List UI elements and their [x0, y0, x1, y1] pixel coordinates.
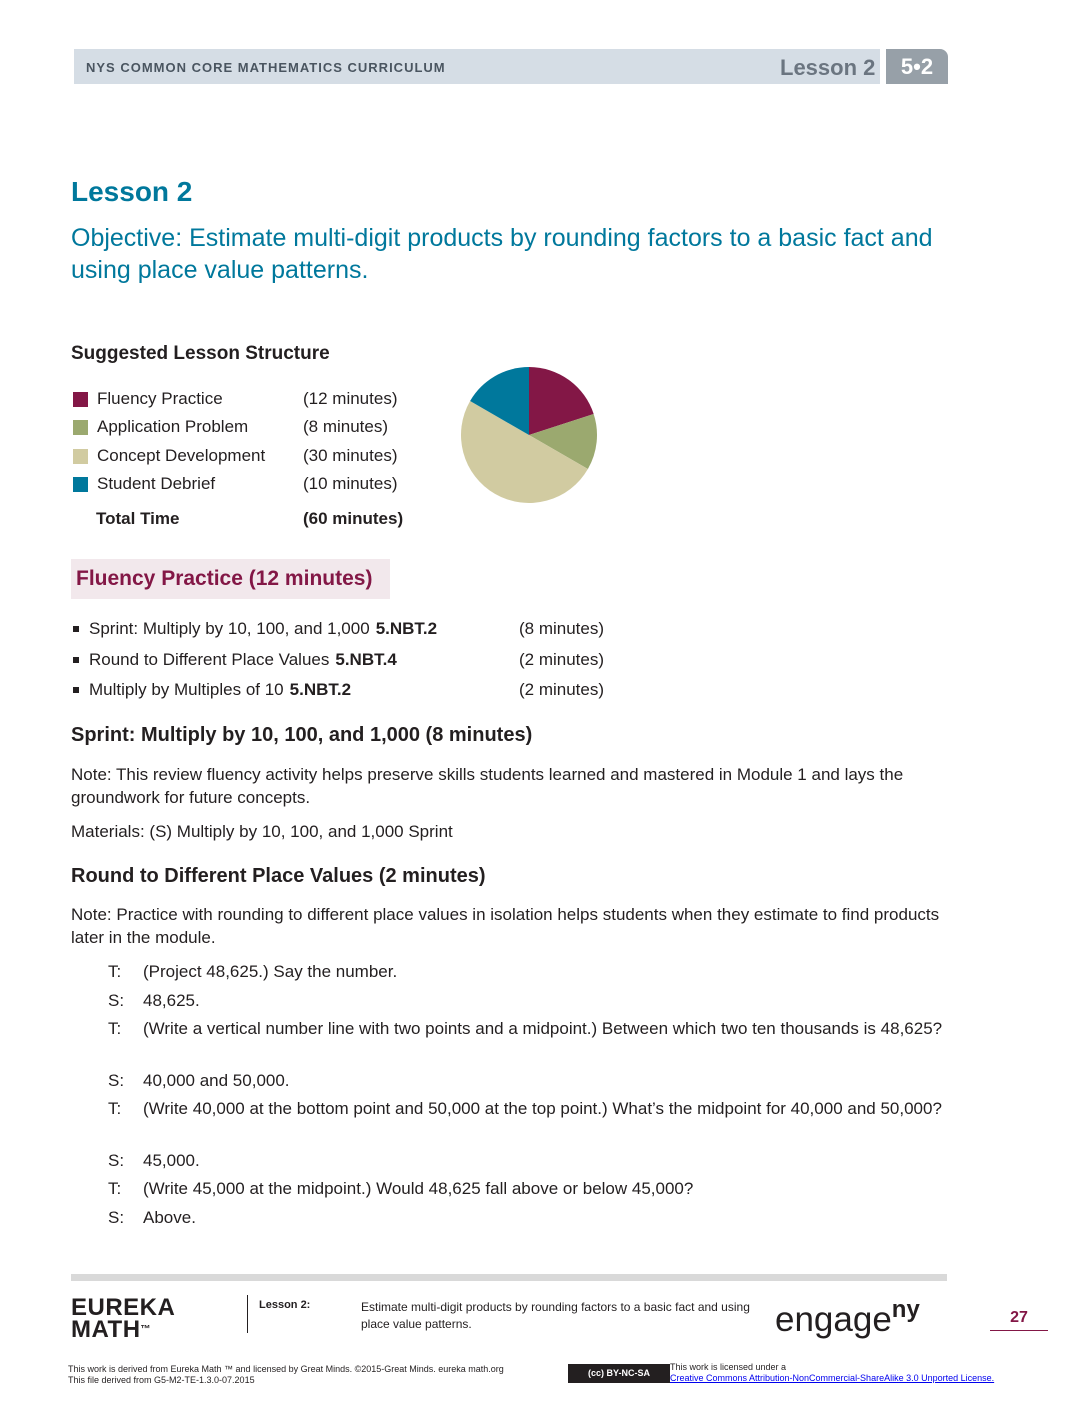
legend-minutes: (8 minutes) [303, 417, 389, 436]
license-line-1: This work is licensed under a [670, 1362, 787, 1372]
total-time-minutes: (60 minutes) [303, 509, 404, 528]
footer-attribution [68, 1364, 568, 1386]
legend-swatch [73, 392, 88, 407]
dialogue-speaker: T: [108, 962, 122, 981]
sprint-heading: Sprint: Multiply by 10, 100, and 1,000 (8 minutes) [71, 724, 533, 746]
lesson-title: Lesson 2 [71, 176, 193, 207]
bullet-standard: 5.NBT.4 [335, 650, 397, 669]
dialogue-text: (Write 45,000 at the midpoint.) Would 48,625 fall above or below 45,000? [143, 1179, 694, 1198]
dialogue-speaker: T: [108, 1099, 122, 1118]
dialogue-speaker: S: [108, 1071, 125, 1090]
lesson-structure-pie [458, 364, 600, 506]
total-time-label: Total Time [96, 509, 180, 528]
footer-lesson-label: Lesson 2: [259, 1299, 311, 1311]
legend-minutes: (10 minutes) [303, 474, 398, 493]
bullet-text: Sprint: Multiply by 10, 100, and 1,000 [89, 619, 370, 638]
dialogue-speaker: S: [108, 991, 125, 1010]
eureka-math-logo [71, 1294, 176, 1343]
engageny-logo [775, 1296, 920, 1340]
page-number: 27 [1010, 1309, 1028, 1326]
dialogue-speaker: S: [108, 1208, 125, 1227]
curriculum-title: NYS COMMON CORE MATHEMATICS CURRICULUM [86, 60, 446, 75]
legend-label: Application Problem [97, 417, 249, 436]
dialogue-text: (Write a vertical number line with two points and a midpoint.) Between which two ten thousands is 48,625? [143, 1019, 943, 1038]
bullet-text: Multiply by Multiples of 10 [89, 680, 284, 699]
dialogue-speaker: T: [108, 1179, 122, 1198]
bullet-minutes: (8 minutes) [519, 619, 605, 638]
page-number-rule [990, 1330, 1048, 1331]
dialogue-text: Above. [143, 1208, 196, 1227]
engage-ny: ny [891, 1296, 920, 1323]
header-module: 5•2 [886, 49, 948, 84]
legend-swatch [73, 477, 88, 492]
license-link[interactable]: Creative Commons Attribution-NonCommercial-ShareAlike 3.0 Unported License. [670, 1373, 995, 1383]
objective: Objective: Estimate multi-digit products by rounding factors to a basic fact and using place value patterns. [71, 224, 933, 284]
footer-license [670, 1362, 1030, 1384]
bullet-square [73, 687, 79, 693]
dialogue-text: (Project 48,625.) Say the number. [143, 962, 398, 981]
fluency-heading: Fluency Practice (12 minutes) [76, 567, 373, 590]
cc-license-badge[interactable]: (cc) BY-NC-SA [568, 1364, 670, 1383]
logo-tm: ™ [140, 1324, 152, 1335]
legend-minutes: (30 minutes) [303, 446, 398, 465]
footer-rule [71, 1274, 947, 1281]
dialogue-speaker: S: [108, 1151, 125, 1170]
dialogue-text: 48,625. [143, 991, 200, 1010]
structure-heading: Suggested Lesson Structure [71, 343, 330, 364]
bullet-standard: 5.NBT.2 [289, 680, 352, 699]
legend-label: Concept Development [97, 446, 266, 465]
dialogue-text: (Write 40,000 at the bottom point and 50,000 at the top point.) What’s the midpoint for 40,000 and 50,000? [143, 1099, 942, 1118]
derived-line-2: This file derived from G5-M2-TE-1.3.0-07.2015 [68, 1375, 255, 1385]
footer-divider [247, 1295, 248, 1333]
header-lesson: Lesson 2 [780, 55, 876, 80]
dialogue-speaker: T: [108, 1019, 122, 1038]
bullet-square [73, 626, 79, 632]
legend-swatch [73, 420, 88, 435]
engage-word: engage [775, 1300, 892, 1339]
bullet-minutes: (2 minutes) [519, 650, 605, 669]
bullet-standard: 5.NBT.2 [375, 619, 438, 638]
legend-minutes: (12 minutes) [303, 389, 398, 408]
bullet-minutes: (2 minutes) [519, 680, 605, 699]
bullet-text: Round to Different Place Values [89, 650, 330, 669]
round-heading: Round to Different Place Values (2 minutes) [71, 865, 486, 887]
round-note: Note: Practice with rounding to different place values in isolation helps students when they estimate to find products later in the module. [71, 905, 940, 947]
derived-line-1: This work is derived from Eureka Math ™ and licensed by Great Minds. ©2015-Great Minds. eureka math.org [68, 1364, 504, 1374]
sprint-materials: Materials: (S) Multiply by 10, 100, and 1,000 Sprint [71, 822, 453, 841]
sprint-note: Note: This review fluency activity helps preserve skills students learned and mastered in Module 1 and lays the groundwork for future concepts. [71, 765, 904, 807]
footer-lesson-description: Estimate multi-digit products by rounding factors to a basic fact and using place value patterns. [361, 1300, 750, 1331]
dialogue-text: 40,000 and 50,000. [143, 1071, 290, 1090]
bullet-square [73, 657, 79, 663]
legend-label: Student Debrief [97, 474, 216, 493]
dialogue-text: 45,000. [143, 1151, 200, 1170]
legend-label: Fluency Practice [97, 389, 223, 408]
legend-swatch [73, 449, 88, 464]
logo-line-1: EUREKA [71, 1294, 176, 1321]
logo-line-2: MATH [71, 1316, 141, 1343]
